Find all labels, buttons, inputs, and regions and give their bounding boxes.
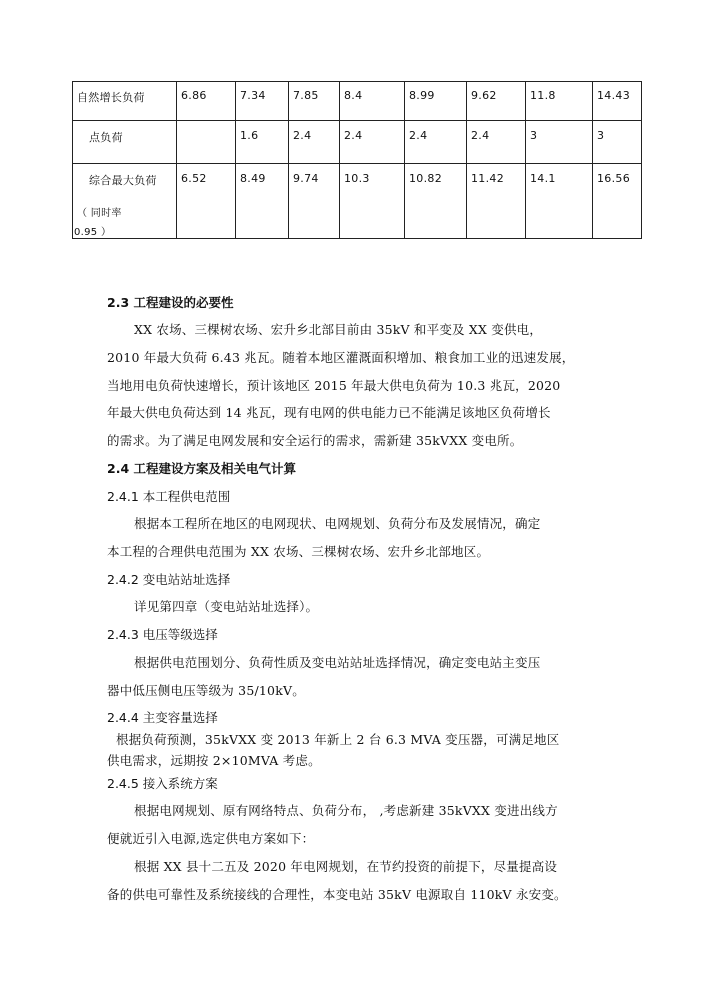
row-label: 自然增长负荷 [73, 82, 177, 121]
table-cell: 8.4 [340, 82, 405, 121]
row-label-sub: （ 同时率 [77, 208, 122, 219]
row-label [73, 164, 177, 239]
table-cell: 9.62 [467, 82, 526, 121]
paragraph-line: XX 农场、三棵树农场、宏升乡北部目前由 35kV 和平变及 XX 变供电， [134, 322, 543, 337]
table-cell: 2.4 [467, 121, 526, 164]
table-cell: 1.6 [236, 121, 289, 164]
paragraph-line: 根据供电范围划分、负荷性质及变电站站址选择情况，确定变电站主变压 [134, 655, 541, 670]
paragraph-line: 根据本工程所在地区的电网现状、电网规划、负荷分布及发展情况，确定 [134, 516, 541, 531]
table-cell: 2.4 [405, 121, 467, 164]
table-cell: 7.85 [289, 82, 340, 121]
table-cell: 11.42 [467, 164, 526, 239]
paragraph-line: 本工程的合理供电范围为 XX 农场、三棵树农场、宏升乡北部地区。 [107, 544, 490, 559]
paragraph-line: 根据负荷预测，35kVXX 变 2013 年新上 2 台 6.3 MVA 变压器，可满足地区 [116, 732, 560, 747]
table-cell: 10.3 [340, 164, 405, 239]
section-heading: 2.4 工程建设方案及相关电气计算 [107, 461, 296, 476]
paragraph-line: 当地用电负荷快速增长，预计该地区 2015 年最大供电负荷为 10.3 兆瓦，2020 [107, 378, 561, 393]
table-cell [177, 121, 236, 164]
subsection-heading: 2.4.5 接入系统方案 [107, 776, 218, 791]
table-cell: 6.86 [177, 82, 236, 121]
paragraph-line: 供电需求，远期按 2×10MVA 考虑。 [107, 753, 321, 768]
section-heading: 2.3 工程建设的必要性 [107, 295, 234, 310]
table-cell: 7.34 [236, 82, 289, 121]
table-cell: 2.4 [340, 121, 405, 164]
row-label-sub: 0.95 ） [74, 227, 112, 238]
paragraph-line: 的需求。为了满足电网发展和安全运行的需求，需新建 35kVXX 变电所。 [107, 433, 523, 448]
load-table [72, 81, 642, 239]
table-cell: 3 [593, 121, 642, 164]
paragraph-line: 根据电网规划、原有网络特点、负荷分布， ,考虑新建 35kVXX 变进出线方 [134, 803, 558, 818]
table-cell: 3 [526, 121, 593, 164]
table-cell: 16.56 [593, 164, 642, 239]
table-cell: 6.52 [177, 164, 236, 239]
paragraph-line: 根据 XX 县十二五及 2020 年电网规划，在节约投资的前提下，尽量提高设 [134, 859, 558, 874]
paragraph-line: 器中低压侧电压等级为 35/10kV。 [107, 683, 305, 698]
table-row [73, 164, 642, 239]
subsection-heading: 2.4.4 主变容量选择 [107, 710, 218, 725]
paragraph-line: 备的供电可靠性及系统接线的合理性，本变电站 35kV 电源取自 110kV 永安变。 [107, 887, 567, 902]
table-cell: 9.74 [289, 164, 340, 239]
table-row [73, 121, 642, 164]
row-label: 点负荷 [73, 121, 177, 164]
subsection-heading: 2.4.2 变电站站址选择 [107, 572, 231, 587]
paragraph-line: 便就近引入电源,选定供电方案如下： [107, 831, 315, 846]
row-label-main: 综合最大负荷 [89, 174, 157, 187]
table-cell: 2.4 [289, 121, 340, 164]
paragraph-line: 2010 年最大负荷 6.43 兆瓦。随着本地区灌溉面积增加、粮食加工业的迅速发展， [107, 350, 575, 365]
table-cell: 14.43 [593, 82, 642, 121]
table-cell: 8.99 [405, 82, 467, 121]
table-row [73, 82, 642, 121]
paragraph-line: 年最大供电负荷达到 14 兆瓦，现有电网的供电能力已不能满足该地区负荷增长 [107, 405, 551, 420]
table-cell: 10.82 [405, 164, 467, 239]
table-cell: 8.49 [236, 164, 289, 239]
table-cell: 14.1 [526, 164, 593, 239]
subsection-heading: 2.4.3 电压等级选择 [107, 627, 218, 642]
table-cell: 11.8 [526, 82, 593, 121]
paragraph-line: 详见第四章（变电站站址选择）。 [134, 599, 319, 614]
subsection-heading: 2.4.1 本工程供电范围 [107, 489, 231, 504]
